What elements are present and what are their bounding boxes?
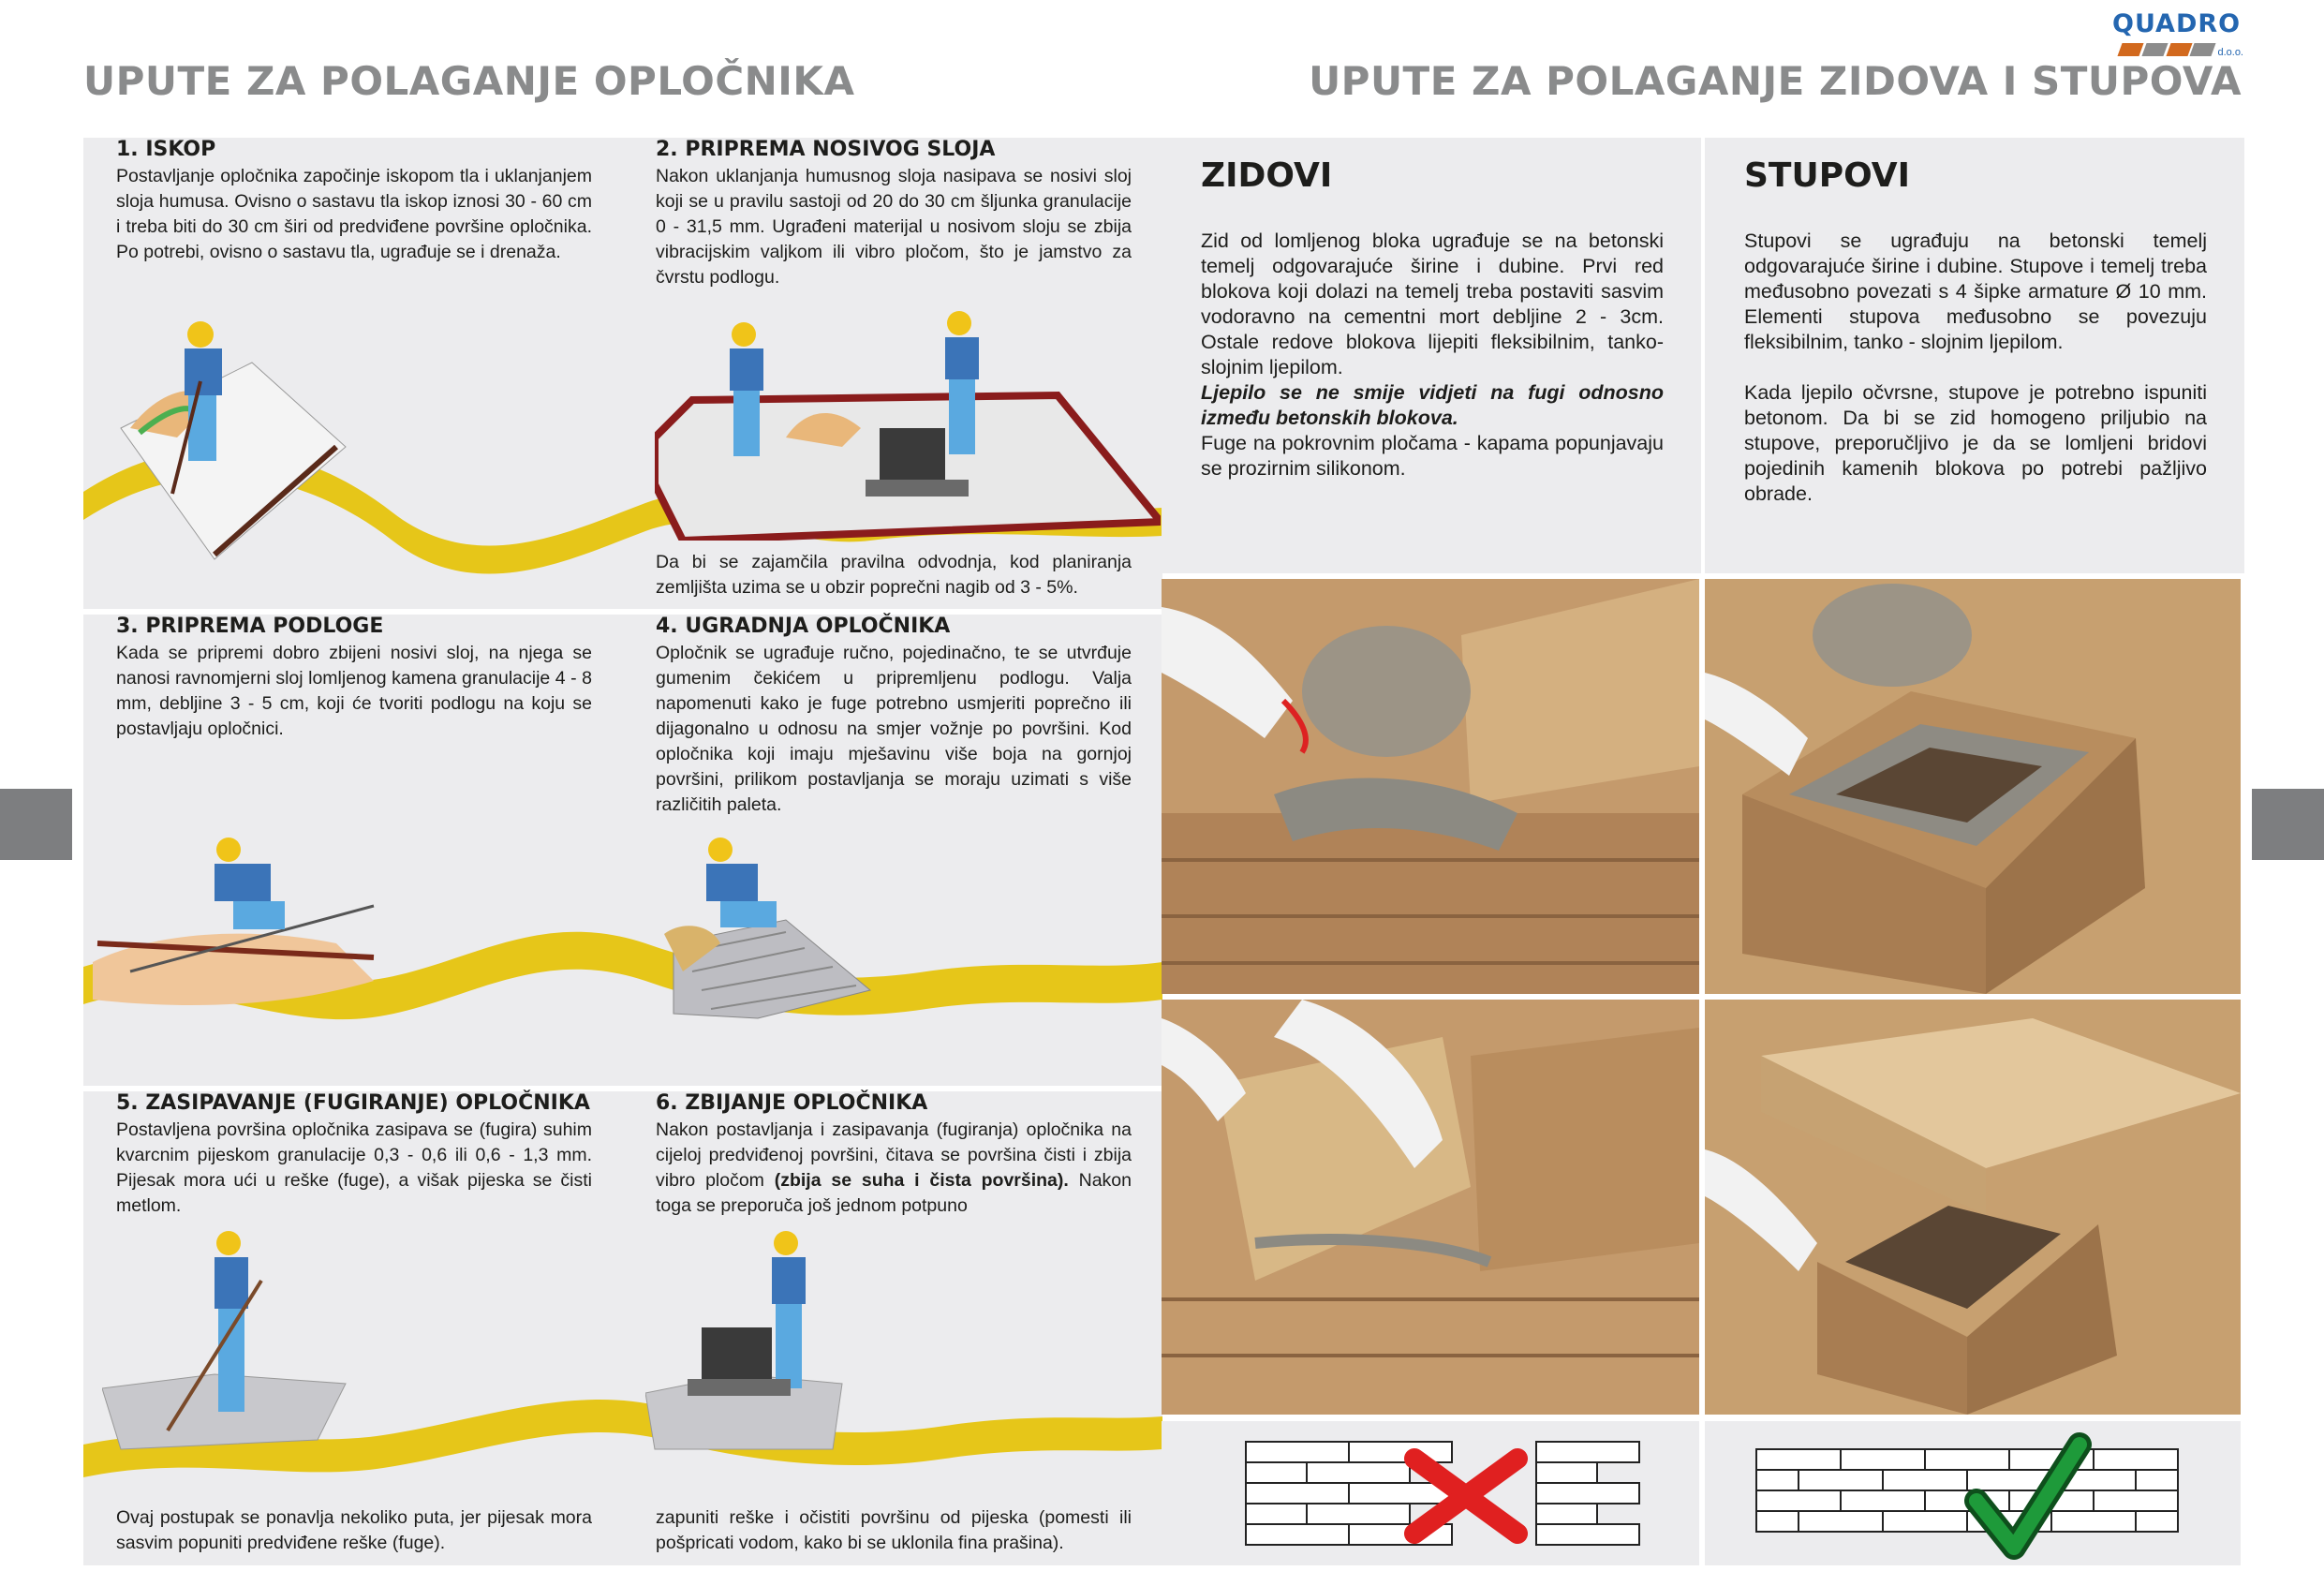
page-tab-left[interactable]	[0, 789, 72, 860]
step-4	[656, 615, 1132, 818]
zidovi-text-1: Zid od lomljenog bloka ugrađuje se na betonski temelj odgovarajuće širine i dubine. Prvi red blokova koji dolazi na temelj treba postaviti sasvim vodoravno na cementni mort debljine 2 - 3cm. Ostale redove blokova lijepiti fleksibilnim, tanko-slojnim ljepilom.	[1201, 230, 1664, 378]
step-4-title: 4. UGRADNJA OPLOČNIKA	[656, 615, 951, 638]
logo-bricks-icon	[2120, 43, 2213, 56]
wall-block-photo	[1162, 1000, 1699, 1415]
step-1	[116, 138, 592, 265]
vibro-plate-icon	[645, 1224, 945, 1468]
spirit-level-icon	[93, 831, 430, 1046]
step-5-text: Postavljena površina opločnika zasipava se (fugira) suhim kvarcnim pijeskom granulacije 0,3 - 0,6 ili 0,6 - 1,3 mm. Pijesak mora ući u reške (fuge), a višak pijeska se čisti metlom.	[116, 1119, 592, 1216]
step-6-title: 6. ZBIJANJE OPLOČNIKA	[656, 1091, 928, 1115]
paving-instructions-panel	[83, 138, 1162, 1565]
step-3	[116, 615, 592, 742]
step-6-text	[656, 1118, 1132, 1219]
page-tab-right[interactable]	[2252, 789, 2324, 860]
step-4-text: Opločnik se ugrađuje ručno, pojedinačno, te se utvrđuje gumenim čekićem u pripremljenu podlogu. Valja napomenuti kako je fuge potrebno usmjeriti poprečno ili dijagonalno u odnosu na smjer vožnje po površini. Kod opločnika koji imaju mješavinu više boja na gornjoj površini, prilikom postavljanja se moraju uzimati s više različitih paleta.	[656, 643, 1132, 815]
pillar-block-photo	[1705, 1000, 2241, 1415]
zidovi-text-bold: Ljepilo se ne smije vidjeti na fugi odnosno između betonskih blokova.	[1201, 381, 1664, 429]
broom-icon	[102, 1224, 439, 1468]
step-2-text: Nakon uklanjanja humusnog sloja nasipava se nosivi sloj koji se u pravilu sastoji od 20 do 30 cm šljunka granulacije 0 - 31,5 mm. Ugrađeni materijal u nosivom sloju se zbija vibracijskim valjkom ili vibro pločom, što je jamstvo za čvrstu podlogu.	[656, 166, 1132, 288]
step-5-note: Ovaj postupak se ponavlja nekoliko puta, jer pijesak mora sasvim popuniti predviđene reške (fuge).	[116, 1507, 592, 1553]
step-6-text-bold: (zbija se suha i čista površina).	[774, 1170, 1069, 1191]
stupovi-text-2: Kada ljepilo očvrsne, stupove je potrebno ispuniti betonom. Da bi se zid homogeno priljubio na stupove, preporučljivo je da se lomljeni bridovi pojedinih kamenih blokova po potrebi pažljivo obrade.	[1744, 381, 2207, 505]
mallet-icon	[645, 831, 889, 1056]
page-title-left: UPUTE ZA POLAGANJE OPLOČNIKA	[83, 58, 855, 104]
step-3-title: 3. PRIPREMA PODLOGE	[116, 615, 384, 638]
worker-icon	[102, 306, 421, 606]
stupovi-title: STUPOVI	[1744, 156, 1910, 195]
correct-bond-diagram	[1705, 1421, 2241, 1565]
step-1-title: 1. ISKOP	[116, 138, 216, 161]
step-6	[656, 1091, 1132, 1219]
walls-pillars-panel	[1162, 138, 2241, 1565]
page-title-right: UPUTE ZA POLAGANJE ZIDOVA I STUPOVA	[1309, 58, 2242, 104]
pillar-mortar-photo	[1705, 579, 2241, 994]
quadro-logo	[2112, 9, 2243, 62]
step-6-text-b: Nakon toga se preporuča još jednom potpuno	[656, 1170, 1132, 1216]
stupovi-text-1: Stupovi se ugrađuju na betonski temelj odgovarajuće širine i dubine. Stupove i temelj treba međusobno povezati s 4 šipke armature Ø 10 mm. Elementi stupova međusobno se povezuju fleksibilnim, tanko - slojnim ljepilom.	[1744, 230, 2207, 353]
wrong-bond-diagram	[1162, 1421, 1699, 1565]
step-5	[116, 1091, 592, 1219]
zidovi-section	[1162, 138, 1701, 573]
stupovi-section	[1705, 138, 2244, 573]
logo-name: QUADRO	[2112, 9, 2242, 38]
step-1-text: Postavljanje opločnika započinje iskopom tla i uklanjanjem sloja humusa. Ovisno o sastavu tla iskop iznosi 30 - 60 cm i treba biti do 30 cm širi od predviđene površine opločnika. Po potrebi, ovisno o sastavu tla, ugrađuje se i drenaža.	[116, 166, 592, 262]
step-6-text-a: Nakon postavljanja i zasipavanja (fugiranja) opločnika na cijeloj predviđenoj površini, čitava se površina čisti i zbija vibro pločom	[656, 1119, 1132, 1191]
step-6-note: zapuniti reške i očistiti površinu od pijeska (pomesti ili pošpricati vodom, kako bi se uklonila fina prašina).	[656, 1507, 1132, 1553]
step-2	[656, 138, 1132, 290]
wall-mortar-photo	[1162, 579, 1699, 994]
step-5-title: 5. ZASIPAVANJE (FUGIRANJE) OPLOČNIKA	[116, 1091, 590, 1115]
step-2-note: Da bi se zajamčila pravilna odvodnja, kod planiranja zemljišta uzima se u obzir poprečni nagib od 3 - 5%.	[656, 552, 1132, 598]
zidovi-text-2: Fuge na pokrovnim pločama - kapama popunjavaju se prozirnim silikonom.	[1201, 432, 1664, 480]
vibro-plate-icon	[655, 306, 1161, 541]
zidovi-title: ZIDOVI	[1201, 156, 1333, 195]
step-3-text: Kada se pripremi dobro zbijeni nosivi sloj, na njega se nanosi ravnomjerni sloj lomljenog kamena granulacije 4 - 8 mm, debljine 3 - 5 cm, koji će tvoriti podlogu na koju se postavljaju opločnici.	[116, 643, 592, 739]
step-2-title: 2. PRIPREMA NOSIVOG SLOJA	[656, 138, 996, 161]
logo-suffix: d.o.o.	[2217, 47, 2243, 58]
